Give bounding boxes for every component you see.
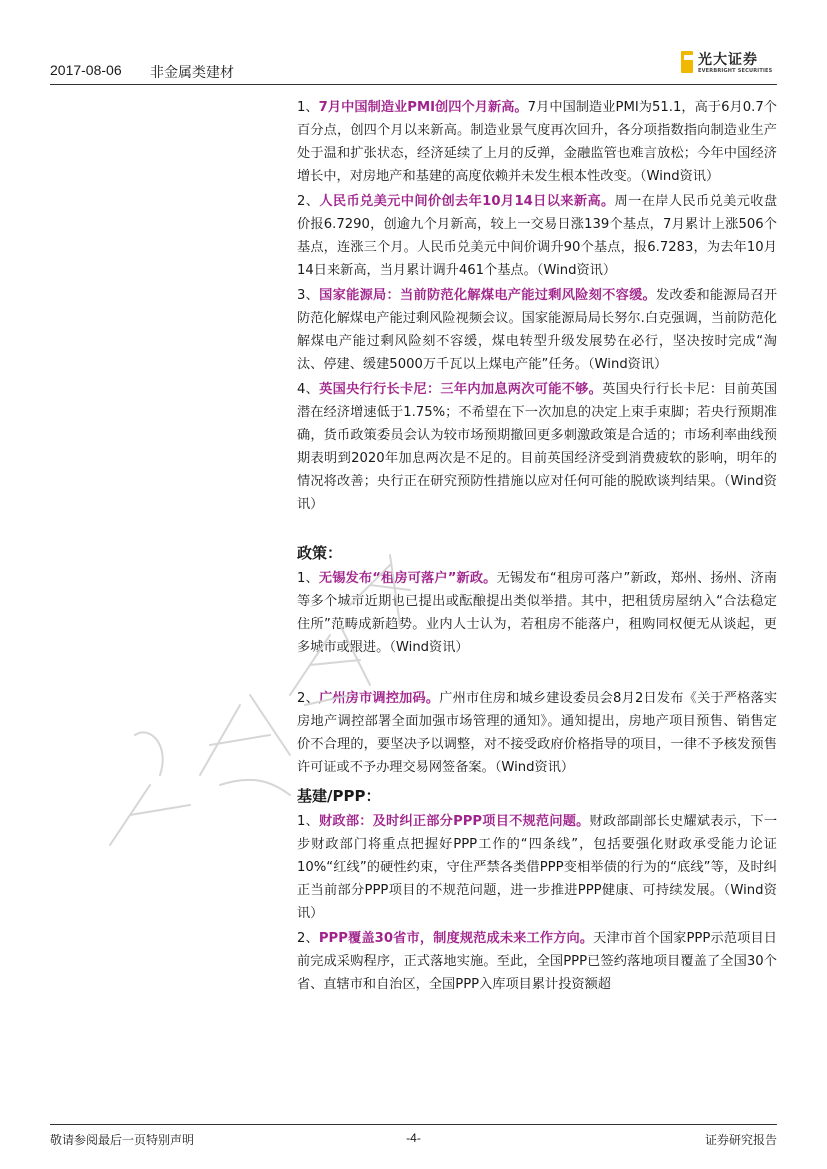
logo-icon <box>681 51 693 73</box>
news-item <box>297 284 777 376</box>
item-number: 2、 <box>297 691 319 706</box>
item-highlight: 广州房市调控加码。 <box>318 691 440 706</box>
header-divider <box>50 84 777 85</box>
item-highlight: 无锡发布“租房可落户”新政。 <box>318 571 497 586</box>
news-item <box>297 378 777 516</box>
item-body: 周一在岸人民币兑美元收盘价报6.7290，创逾九个月新高，较上一交易日涨139个基点，7月累计上涨506个基点，连涨三个月。人民币兑美元中间价调升90个基点，报6.7283，为去年10月14日来新高，当月累计调升461个基点。（Wind资讯） <box>297 194 778 278</box>
item-body: 发改委和能源局召开防范化解煤电产能过剩风险视频会议。国家能源局局长努尔.白克强调，当前防范化解煤电产能过剩风险刻不容缓，煤电转型升级发展势在必行，坚决按时完成“淘汰、停建、缓建5000万千瓦以上煤电产能”任务。（Wind资讯） <box>297 288 778 372</box>
page-number: -4- <box>406 1131 421 1145</box>
news-item <box>297 927 777 996</box>
item-body: 广州市住房和城乡建设委员会8月2日发布《关于严格落实房地产调控部署全面加强市场管理的通知》。通知提出，房地产项目预售、销售定价不合理的，要坚决予以调整，对不接受政府价格指导的项目，一律不予核发预售许可证或不予办理交易网签备案。（Wind资讯） <box>297 691 778 775</box>
item-highlight: 英国央行行长卡尼：三年内加息两次可能不够。 <box>319 382 603 397</box>
item-number: 1、 <box>297 571 319 586</box>
item-number: 2、 <box>297 931 319 946</box>
footer-disclaimer: 敬请参阅最后一页特别声明 <box>50 1133 195 1147</box>
item-number: 4、 <box>297 382 320 397</box>
item-highlight: 人民币兑美元中间价创去年10月14日以来新高。 <box>319 194 615 209</box>
item-number: 1、 <box>297 100 319 115</box>
news-item <box>297 567 777 659</box>
item-body: 天津市首个国家PPP示范项目日前完成采购程序，正式落地实施。至此，全国PPP已签约落地项目覆盖了全国30个省、直辖市和自治区，全国PPP入库项目累计投资额超 <box>297 931 777 992</box>
news-item <box>297 687 777 779</box>
item-number: 2、 <box>297 194 320 209</box>
item-body: 英国央行行长卡尼：目前英国潜在经济增速低于1.75%；不希望在下一次加息的决定上束手束脚；若央行预期准确，货币政策委员会认为较市场预期撤回更多刺激政策是合适的；市场利率曲线预期表明到2020年加息两次是不足的。目前英国经济受到消费疲软的影响，明年的情况将改善；央行正在研究预防性措施以应对任何可能的脱欧谈判结果。（Wind资讯） <box>297 382 778 512</box>
item-body: 无锡发布“租房可落户”新政，郑州、扬州、济南等多个城市近期也已提出或酝酿提出类似举措。其中，把租赁房屋纳入“合法稳定住所”范畴成新趋势。业内人士认为，若租房不能落户，租购同权便无从谈起，更多城市或跟进。（Wind资讯） <box>297 571 777 655</box>
news-item <box>297 96 777 188</box>
footer-divider <box>50 1124 777 1125</box>
item-highlight: 国家能源局：当前防范化解煤电产能过剩风险刻不容缓。 <box>319 288 657 303</box>
page-header <box>50 48 777 82</box>
news-item <box>297 190 777 282</box>
item-number: 1、 <box>297 814 320 829</box>
item-number: 3、 <box>297 288 320 303</box>
company-logo <box>681 48 777 82</box>
report-date: 2017-08-06 <box>50 62 122 78</box>
report-sector: 非金属类建材 <box>150 65 234 81</box>
main-content <box>297 96 777 996</box>
logo-name-cn: 光大证券 <box>698 52 758 68</box>
item-highlight: 7月中国制造业PMI创四个月新高。 <box>318 100 528 115</box>
item-highlight: PPP覆盖30省市，制度规范成未来工作方向。 <box>318 931 594 946</box>
footer-report-type: 证券研究报告 <box>704 1133 777 1147</box>
section-heading-policy: 政策： <box>297 544 343 562</box>
logo-name-en: EVERBRIGHT SECURITIES <box>698 68 773 74</box>
item-body: 财政部副部长史耀斌表示，下一步财政部门将重点把握好PPP工作的“四条线”，包括要强化财政承受能力论证10%“红线”的硬性约束，守住严禁各类借PPP变相举债的行为的“底线”等，及时纠正当前部分PPP项目的不规范问题，进一步推进PPP健康、可持续发展。（Wind资讯） <box>297 814 778 921</box>
news-item <box>297 810 777 925</box>
item-body: 7月中国制造业PMI为51.1，高于6月0.7个百分点，创四个月以来新高。制造业景气度再次回升，各分项指数指向制造业生产处于温和扩张状态，经济延续了上月的反弹，金融监管也难言放松；今年中国经济增长中，对房地产和基建的高度依赖并未发生根本性改变。（Wind资讯） <box>297 100 777 184</box>
section-heading-infrastructure: 基建/PPP： <box>297 787 381 805</box>
item-highlight: 财政部：及时纠正部分PPP项目不规范问题。 <box>319 814 590 829</box>
